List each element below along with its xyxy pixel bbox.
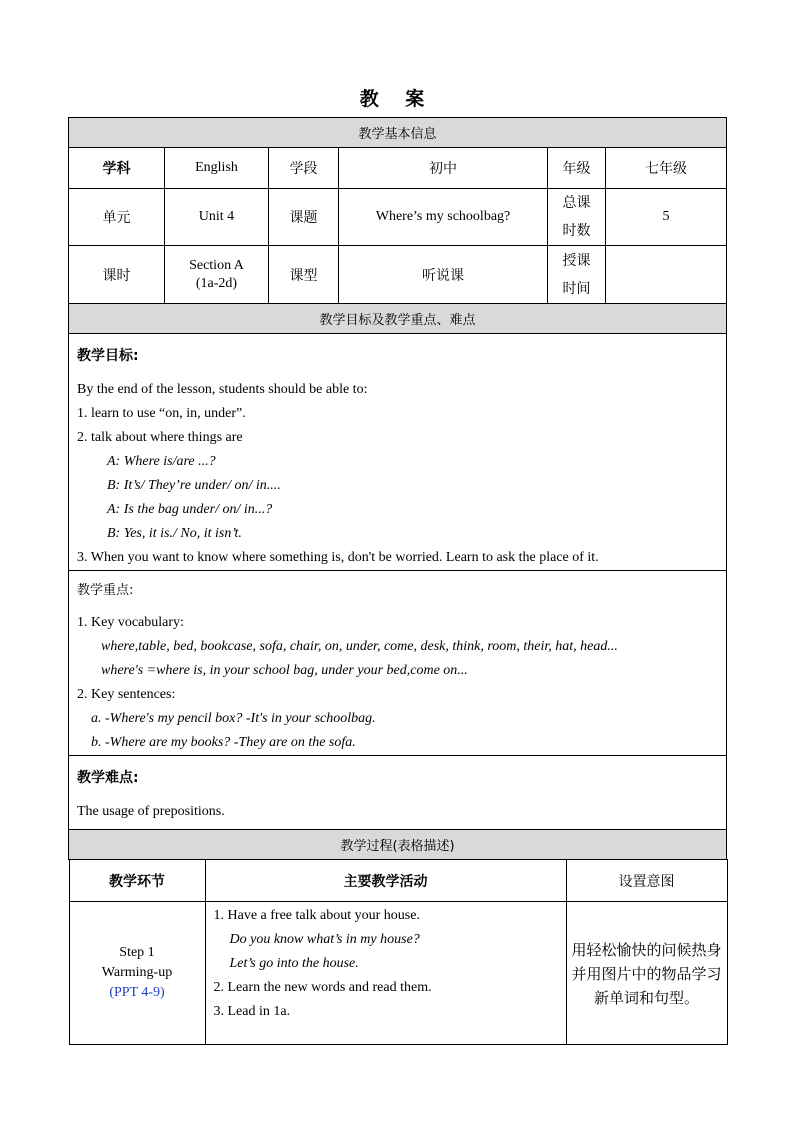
class-time-label	[548, 246, 606, 304]
key-sentence: b. -Where are my books? -They are on the sofa.	[91, 735, 356, 750]
key-sentences-title: 2. Key sentences:	[77, 687, 176, 702]
activity-line: 3. Lead in 1a.	[213, 1004, 291, 1019]
stage-value: 初中	[339, 148, 548, 189]
objectives-line: 2. talk about where things are	[77, 430, 243, 445]
lesson-plan-table	[68, 117, 727, 1045]
activity-line: 1. Have a free talk about your house.	[213, 908, 420, 923]
key-vocab-title: 1. Key vocabulary:	[77, 615, 184, 630]
section-header-row	[69, 830, 727, 860]
step-cell	[69, 902, 205, 1045]
period-value-line2: (1a-2d)	[195, 275, 238, 291]
info-row-subject	[69, 148, 727, 189]
objectives-line: 3. When you want to know where something is, don't be worried. Learn to ask the place of it.	[77, 550, 599, 565]
section-basic-info: 教学基本信息	[69, 118, 727, 148]
unit-label: 单元	[69, 189, 165, 246]
topic-value: Where’s my schoolbag?	[339, 189, 548, 246]
objectives-line: By the end of the lesson, students should be able to:	[77, 382, 368, 397]
key-sentence: a. -Where's my pencil box? -It's in your schoolbag.	[91, 711, 376, 726]
difficulty-heading: 教学难点:	[77, 770, 139, 786]
activity-line: Let’s go into the house.	[229, 956, 359, 971]
key-points-row	[69, 571, 727, 756]
key-vocab-line: where's =where is, in your school bag, under your bed,come on...	[101, 663, 468, 678]
step-ppt-ref: (PPT 4-9)	[109, 985, 165, 1000]
process-header-row	[69, 860, 727, 902]
info-row-period	[69, 246, 727, 304]
objectives-cell	[69, 334, 727, 571]
class-time-label-line1: 授课	[562, 252, 591, 269]
dialog-line: B: It’s/ They’re under/ on/ in....	[107, 478, 281, 493]
process-table	[69, 859, 728, 1045]
process-col-purpose: 设置意图	[566, 860, 727, 902]
page-title: 教 案	[359, 88, 435, 110]
total-hours-label-line2: 时数	[562, 223, 591, 239]
total-hours-label	[548, 189, 606, 246]
section-header-row	[69, 304, 727, 334]
section-process: 教学过程(表格描述)	[69, 830, 727, 860]
type-value: 听说课	[339, 246, 548, 304]
dialog-line: A: Where is/are ...?	[107, 454, 216, 469]
process-col-step: 教学环节	[69, 860, 205, 902]
unit-value: Unit 4	[165, 189, 269, 246]
topic-label: 课题	[269, 189, 339, 246]
key-points-heading: 教学重点:	[77, 583, 134, 598]
process-row	[69, 860, 727, 1046]
difficulty-text: The usage of prepositions.	[77, 804, 225, 819]
objectives-line: 1. learn to use “on, in, under”.	[77, 406, 246, 421]
total-hours-label-line1: 总课	[562, 195, 591, 211]
activity-line: Do you know what’s in my house?	[229, 932, 420, 947]
process-step-row	[69, 902, 727, 1045]
activities-cell	[205, 902, 566, 1045]
process-cell	[69, 860, 727, 1046]
difficulty-row	[69, 756, 727, 830]
section-goals: 教学目标及教学重点、难点	[69, 304, 727, 334]
objectives-heading: 教学目标:	[77, 348, 139, 364]
key-vocab-line: where,table, bed, bookcase, sofa, chair, on, under, come, desk, think, room, their, hat, head...	[101, 639, 618, 654]
dialog-line: A: Is the bag under/ on/ in...?	[107, 502, 273, 517]
subject-label: 学科	[69, 148, 165, 189]
period-value-line1: Section A	[189, 257, 244, 273]
info-row-unit	[69, 189, 727, 246]
period-label: 课时	[69, 246, 165, 304]
key-points-cell	[69, 571, 727, 756]
period-value	[165, 246, 269, 304]
process-col-activities: 主要教学活动	[205, 860, 566, 902]
purpose-cell: 用轻松愉快的问候热身并用图片中的物品学习新单词和句型。	[566, 902, 727, 1045]
dialog-line: B: Yes, it is./ No, it isn’t.	[107, 526, 242, 541]
total-hours-value: 5	[606, 189, 727, 246]
grade-value: 七年级	[606, 148, 727, 189]
stage-label: 学段	[269, 148, 339, 189]
activity-line: 2. Learn the new words and read them.	[213, 980, 432, 995]
type-label: 课型	[269, 246, 339, 304]
subject-value: English	[165, 148, 269, 189]
section-header-row	[69, 118, 727, 148]
class-time-value	[606, 246, 727, 304]
difficulty-cell	[69, 756, 727, 830]
step-name: Step 1	[119, 945, 155, 960]
objectives-row	[69, 334, 727, 571]
grade-label: 年级	[548, 148, 606, 189]
class-time-label-line2: 时间	[562, 280, 591, 297]
step-subtitle: Warming-up	[101, 965, 173, 980]
